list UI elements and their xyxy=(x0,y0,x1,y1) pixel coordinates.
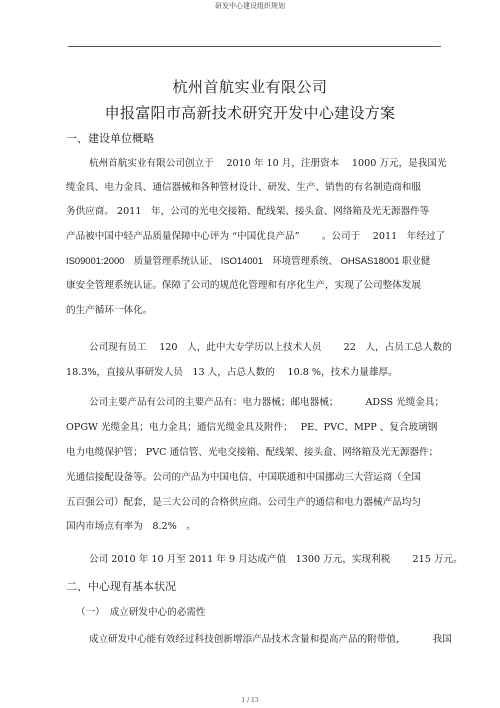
paragraph-line: 电力电缆保护管； PVC 通信管、光电交接箱、配线架、接头盒、网络箱及光无源器件； xyxy=(66,447,439,458)
header-divider xyxy=(68,46,441,47)
running-header-title: 研发中心建设组织规划 xyxy=(215,2,285,10)
paragraph-line: 公司主要产品有公司的主要产品有：电力器械；邮电器械； ADSS 光缆金具； xyxy=(89,397,445,408)
paragraph-line: 产品被中国中轻产品质量保障中心评为 “中国优良产品” 。公司于 2011 年经过了 xyxy=(66,231,446,242)
paragraph-line: 五百强公司）配套，是三大公司的合格供应商。公司生产的通信和电力器械产品均匀 xyxy=(66,497,421,508)
paragraph-line: 成立研发中心能有效经过科技创新增添产品技术含量和提高产品的附带值， 我国 xyxy=(89,634,452,645)
paragraph-line: IS09001:2000 质量管理系统认证、 ISO14001 环境管理系统、 OHSAS18001 职业健 xyxy=(66,255,431,266)
paragraph-line: 18.3%，直接从事研发人员 13 人，占总人数的 10.8 %，技术力量雄厚。 xyxy=(66,367,398,378)
document-titles xyxy=(0,76,500,124)
section-heading-status: 二、中心现有基本状况 xyxy=(66,580,176,593)
page-header xyxy=(0,0,500,30)
paragraph-line: 公司 2010 年 10 月至 2011 年 9 月达成产值 1300 万元，实现利税 215 万元。 xyxy=(89,554,463,565)
paragraph-line: 杭州首航实业有限公司创立于 2010 年 10 月，注册资本 1000 万元，是我国光 xyxy=(89,158,447,169)
paragraph-line: OPGW 光缆金具；电力金具；通信光缆金具及附件； PE、PVC、MPP 、复合玻璃钢 xyxy=(66,422,438,433)
plan-title: 申报富阳市高新技术研究开发中心建设方案 xyxy=(104,104,396,122)
section-heading-overview: 一、建设单位概略 xyxy=(66,132,154,145)
paragraph-line: 国内市场点有率为 8.2% 。 xyxy=(66,521,196,532)
company-title: 杭州首航实业有限公司 xyxy=(172,78,328,96)
paragraph-line: 缆金具、电力金具、通信器械和各种管材设计、研发、生产、销售的有名制造商和服 xyxy=(66,182,421,193)
paragraph-line: 务供应商。 2011 年，公司的光电交接箱、配线架、接头盒、网络箱及光无源器件等 xyxy=(66,206,430,217)
paragraph-line: 公司现有员工 120 人，此中大专学历以上技术人员 22 人，占员工总人数的 xyxy=(89,342,452,353)
subsection-heading: （一） 成立研发中心的必需性 xyxy=(76,607,206,618)
header-mark: .. xyxy=(435,38,439,44)
page-number: 1 / 13 xyxy=(241,697,259,704)
paragraph-line: 光通信接配设备等。公司的产品为中国电信、中国联通和中国挪动三大营运商（全国 xyxy=(66,472,421,483)
paragraph-line: 的生产循环一体化。 xyxy=(66,305,153,316)
paragraph-line: 康安全管理系统认证。保障了公司的规范化管理和有序化生产，实现了公司整体发展 xyxy=(66,280,421,291)
